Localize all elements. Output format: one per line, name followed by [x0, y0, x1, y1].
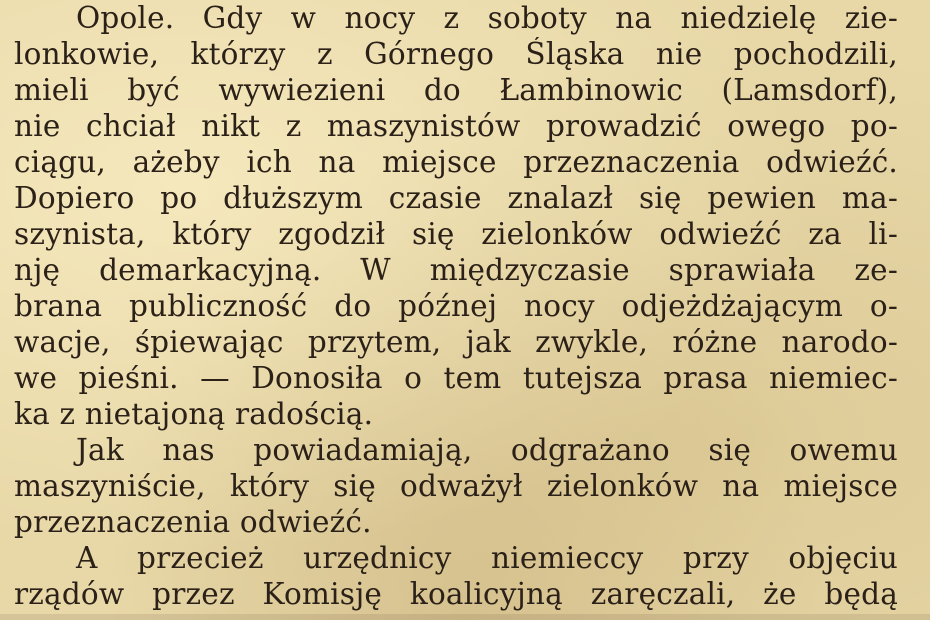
article-line-17: rządów przez Komisję koalicyjną zaręczali, że będą [14, 577, 898, 611]
article-line-3: mieli być wywiezieni do Łambinowic (Lamsdorf), [14, 73, 898, 107]
article-line-7: szynista, który zgodził się zielonków odwieźć za li- [14, 217, 898, 251]
article-line-6: Dopiero po dłuższym czasie znalazł się pewien ma- [14, 181, 898, 215]
article-line-2: lonkowie, którzy z Górnego Śląska nie pochodzili, [14, 37, 898, 71]
article-line-10: wacje, śpiewając przytem, jak zwykle, różne narodo- [14, 325, 898, 359]
article-line-16: A przecież urzędnicy niemieccy przy objęciu [76, 541, 898, 575]
article-line-14: maszyniście, który się odważył zielonków na miejsce [14, 469, 898, 503]
article-line-9: brana publiczność do późnej nocy odjeżdżającym o- [14, 289, 898, 323]
article-line-12: ka z nietajoną radością. [14, 397, 374, 431]
article-line-8: nję demarkacyjną. W międzyczasie sprawiała ze- [14, 253, 898, 287]
article-line-1: Opole. Gdy w nocy z soboty na niedzielę zie- [76, 1, 898, 35]
article-line-15: przeznaczenia odwieźć. [14, 505, 372, 539]
newspaper-article [14, 0, 898, 620]
article-line-13: Jak nas powiadamiają, odgrażano się owemu [76, 433, 898, 467]
next-line-bleed [0, 614, 930, 620]
article-line-4: nie chciał nikt z maszynistów prowadzić owego po- [14, 109, 898, 143]
article-line-5: ciągu, ażeby ich na miejsce przeznaczenia odwieźć. [14, 145, 898, 179]
article-line-11: we pieśni. — Donosiła o tem tutejsza prasa niemiec- [14, 361, 898, 395]
